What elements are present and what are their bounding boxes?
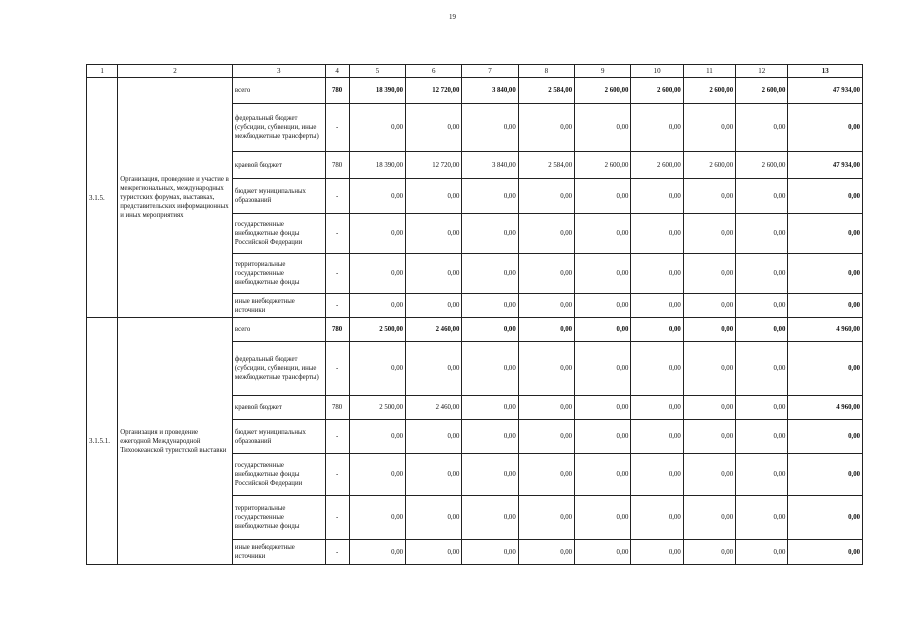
funding-source: территориальные государственные внебюджетные фонды <box>232 254 325 294</box>
grbs-code: 780 <box>325 396 349 420</box>
funding-source: краевой бюджет <box>232 152 325 179</box>
header-row <box>87 65 863 78</box>
year-amount: 2 460,00 <box>406 318 462 342</box>
total-amount: 0,00 <box>788 254 863 294</box>
header-cell: 1 <box>87 65 118 78</box>
year-amount: 0,00 <box>575 318 631 342</box>
year-amount: 0,00 <box>518 342 574 396</box>
grbs-code: - <box>325 294 349 318</box>
year-amount: 0,00 <box>575 104 631 152</box>
header-cell: 8 <box>518 65 574 78</box>
year-amount: 0,00 <box>631 496 683 540</box>
header-cell: 7 <box>462 65 518 78</box>
year-amount: 0,00 <box>462 254 518 294</box>
year-amount: 0,00 <box>736 179 788 214</box>
year-amount: 0,00 <box>736 540 788 565</box>
year-amount: 0,00 <box>683 454 735 496</box>
year-amount: 0,00 <box>631 420 683 454</box>
year-amount: 0,00 <box>518 104 574 152</box>
year-amount: 2 600,00 <box>575 78 631 104</box>
budget-table <box>86 64 863 565</box>
year-amount: 18 390,00 <box>349 152 405 179</box>
year-amount: 0,00 <box>736 420 788 454</box>
grbs-code: 780 <box>325 318 349 342</box>
year-amount: 0,00 <box>631 294 683 318</box>
funding-source: федеральный бюджет (субсидии, субвенции, иные межбюджетные трансферты) <box>232 104 325 152</box>
total-amount: 0,00 <box>788 540 863 565</box>
year-amount: 2 584,00 <box>518 78 574 104</box>
year-amount: 0,00 <box>349 179 405 214</box>
total-amount: 4 960,00 <box>788 396 863 420</box>
year-amount: 2 600,00 <box>683 78 735 104</box>
header-cell: 3 <box>232 65 325 78</box>
year-amount: 0,00 <box>575 396 631 420</box>
year-amount: 0,00 <box>736 294 788 318</box>
year-amount: 0,00 <box>683 496 735 540</box>
funding-source: всего <box>232 318 325 342</box>
year-amount: 0,00 <box>462 420 518 454</box>
year-amount: 0,00 <box>575 496 631 540</box>
year-amount: 0,00 <box>575 294 631 318</box>
year-amount: 0,00 <box>406 496 462 540</box>
year-amount: 2 600,00 <box>736 152 788 179</box>
year-amount: 0,00 <box>518 294 574 318</box>
total-amount: 0,00 <box>788 294 863 318</box>
year-amount: 0,00 <box>683 254 735 294</box>
header-cell: 4 <box>325 65 349 78</box>
header-cell: 11 <box>683 65 735 78</box>
funding-source: краевой бюджет <box>232 396 325 420</box>
year-amount: 0,00 <box>631 396 683 420</box>
year-amount: 0,00 <box>518 420 574 454</box>
grbs-code: 780 <box>325 152 349 179</box>
year-amount: 0,00 <box>631 254 683 294</box>
funding-source: всего <box>232 78 325 104</box>
year-amount: 0,00 <box>518 396 574 420</box>
funding-source: федеральный бюджет (субсидии, субвенции, иные межбюджетные трансферты) <box>232 342 325 396</box>
year-amount: 0,00 <box>406 294 462 318</box>
year-amount: 0,00 <box>349 420 405 454</box>
year-amount: 2 460,00 <box>406 396 462 420</box>
year-amount: 0,00 <box>631 540 683 565</box>
year-amount: 0,00 <box>349 294 405 318</box>
year-amount: 0,00 <box>736 254 788 294</box>
year-amount: 0,00 <box>406 104 462 152</box>
year-amount: 0,00 <box>575 342 631 396</box>
activity-name: Организация, проведение и участие в межрегиональных, международных туристских форумах, выставках, представительских информационных и иных мероприятиях <box>118 78 233 318</box>
year-amount: 0,00 <box>631 318 683 342</box>
grbs-code: - <box>325 254 349 294</box>
year-amount: 2 600,00 <box>736 78 788 104</box>
total-amount: 0,00 <box>788 420 863 454</box>
page-number: 19 <box>449 13 456 21</box>
year-amount: 2 600,00 <box>631 78 683 104</box>
year-amount: 0,00 <box>518 496 574 540</box>
year-amount: 0,00 <box>683 214 735 254</box>
year-amount: 0,00 <box>736 318 788 342</box>
year-amount: 0,00 <box>518 179 574 214</box>
year-amount: 0,00 <box>575 540 631 565</box>
header-cell: 6 <box>406 65 462 78</box>
funding-source: иные внебюджетные источники <box>232 540 325 565</box>
year-amount: 0,00 <box>462 454 518 496</box>
year-amount: 0,00 <box>575 420 631 454</box>
total-amount: 0,00 <box>788 214 863 254</box>
header-cell: 2 <box>118 65 233 78</box>
table-row <box>87 318 863 342</box>
grbs-code: - <box>325 179 349 214</box>
activity-code: 3.1.5.1. <box>87 318 118 565</box>
header-cell: 9 <box>575 65 631 78</box>
year-amount: 0,00 <box>631 104 683 152</box>
year-amount: 0,00 <box>462 179 518 214</box>
total-amount: 0,00 <box>788 179 863 214</box>
year-amount: 0,00 <box>736 104 788 152</box>
year-amount: 0,00 <box>406 214 462 254</box>
year-amount: 0,00 <box>736 396 788 420</box>
year-amount: 18 390,00 <box>349 78 405 104</box>
year-amount: 0,00 <box>406 454 462 496</box>
header-cell: 12 <box>736 65 788 78</box>
year-amount: 0,00 <box>736 342 788 396</box>
total-amount: 47 934,00 <box>788 152 863 179</box>
grbs-code: - <box>325 420 349 454</box>
year-amount: 0,00 <box>631 342 683 396</box>
year-amount: 0,00 <box>575 254 631 294</box>
year-amount: 0,00 <box>462 104 518 152</box>
year-amount: 0,00 <box>575 179 631 214</box>
year-amount: 0,00 <box>406 254 462 294</box>
year-amount: 0,00 <box>406 342 462 396</box>
grbs-code: - <box>325 214 349 254</box>
header-cell: 5 <box>349 65 405 78</box>
funding-source: государственные внебюджетные фонды Российской Федерации <box>232 454 325 496</box>
year-amount: 0,00 <box>349 496 405 540</box>
year-amount: 0,00 <box>683 294 735 318</box>
year-amount: 0,00 <box>406 179 462 214</box>
year-amount: 2 584,00 <box>518 152 574 179</box>
year-amount: 0,00 <box>518 214 574 254</box>
year-amount: 0,00 <box>736 214 788 254</box>
year-amount: 2 600,00 <box>683 152 735 179</box>
funding-source: государственные внебюджетные фонды Российской Федерации <box>232 214 325 254</box>
year-amount: 0,00 <box>518 540 574 565</box>
activity-code: 3.1.5. <box>87 78 118 318</box>
year-amount: 12 720,00 <box>406 78 462 104</box>
year-amount: 0,00 <box>631 179 683 214</box>
year-amount: 0,00 <box>631 454 683 496</box>
year-amount: 0,00 <box>518 254 574 294</box>
total-amount: 4 960,00 <box>788 318 863 342</box>
year-amount: 2 600,00 <box>575 152 631 179</box>
year-amount: 0,00 <box>462 496 518 540</box>
year-amount: 0,00 <box>683 396 735 420</box>
year-amount: 0,00 <box>736 496 788 540</box>
year-amount: 2 500,00 <box>349 396 405 420</box>
funding-source: территориальные государственные внебюджетные фонды <box>232 496 325 540</box>
header-cell: 10 <box>631 65 683 78</box>
year-amount: 0,00 <box>406 540 462 565</box>
year-amount: 0,00 <box>683 420 735 454</box>
total-amount: 0,00 <box>788 454 863 496</box>
year-amount: 0,00 <box>683 342 735 396</box>
year-amount: 2 600,00 <box>631 152 683 179</box>
grbs-code: - <box>325 104 349 152</box>
year-amount: 0,00 <box>462 540 518 565</box>
year-amount: 0,00 <box>631 214 683 254</box>
year-amount: 0,00 <box>406 420 462 454</box>
year-amount: 0,00 <box>736 454 788 496</box>
year-amount: 0,00 <box>349 342 405 396</box>
year-amount: 0,00 <box>462 294 518 318</box>
year-amount: 0,00 <box>462 342 518 396</box>
activity-name: Организация и проведение ежегодной Международной Тихоокеанской туристской выставки <box>118 318 233 565</box>
funding-source: бюджет муниципальных образований <box>232 420 325 454</box>
year-amount: 0,00 <box>575 454 631 496</box>
year-amount: 0,00 <box>462 214 518 254</box>
year-amount: 0,00 <box>683 318 735 342</box>
header-cell: 13 <box>788 65 863 78</box>
year-amount: 2 500,00 <box>349 318 405 342</box>
grbs-code: - <box>325 454 349 496</box>
grbs-code: - <box>325 342 349 396</box>
total-amount: 47 934,00 <box>788 78 863 104</box>
year-amount: 0,00 <box>462 396 518 420</box>
year-amount: 0,00 <box>349 454 405 496</box>
total-amount: 0,00 <box>788 342 863 396</box>
table-row <box>87 78 863 104</box>
year-amount: 3 840,00 <box>462 78 518 104</box>
total-amount: 0,00 <box>788 104 863 152</box>
year-amount: 0,00 <box>349 254 405 294</box>
year-amount: 0,00 <box>683 540 735 565</box>
year-amount: 0,00 <box>683 104 735 152</box>
year-amount: 0,00 <box>349 214 405 254</box>
grbs-code: - <box>325 540 349 565</box>
year-amount: 0,00 <box>575 214 631 254</box>
year-amount: 0,00 <box>518 318 574 342</box>
total-amount: 0,00 <box>788 496 863 540</box>
year-amount: 0,00 <box>518 454 574 496</box>
year-amount: 0,00 <box>462 318 518 342</box>
year-amount: 3 840,00 <box>462 152 518 179</box>
funding-source: бюджет муниципальных образований <box>232 179 325 214</box>
grbs-code: - <box>325 496 349 540</box>
year-amount: 0,00 <box>349 540 405 565</box>
grbs-code: 780 <box>325 78 349 104</box>
year-amount: 0,00 <box>683 179 735 214</box>
funding-source: иные внебюджетные источники <box>232 294 325 318</box>
year-amount: 0,00 <box>349 104 405 152</box>
year-amount: 12 720,00 <box>406 152 462 179</box>
